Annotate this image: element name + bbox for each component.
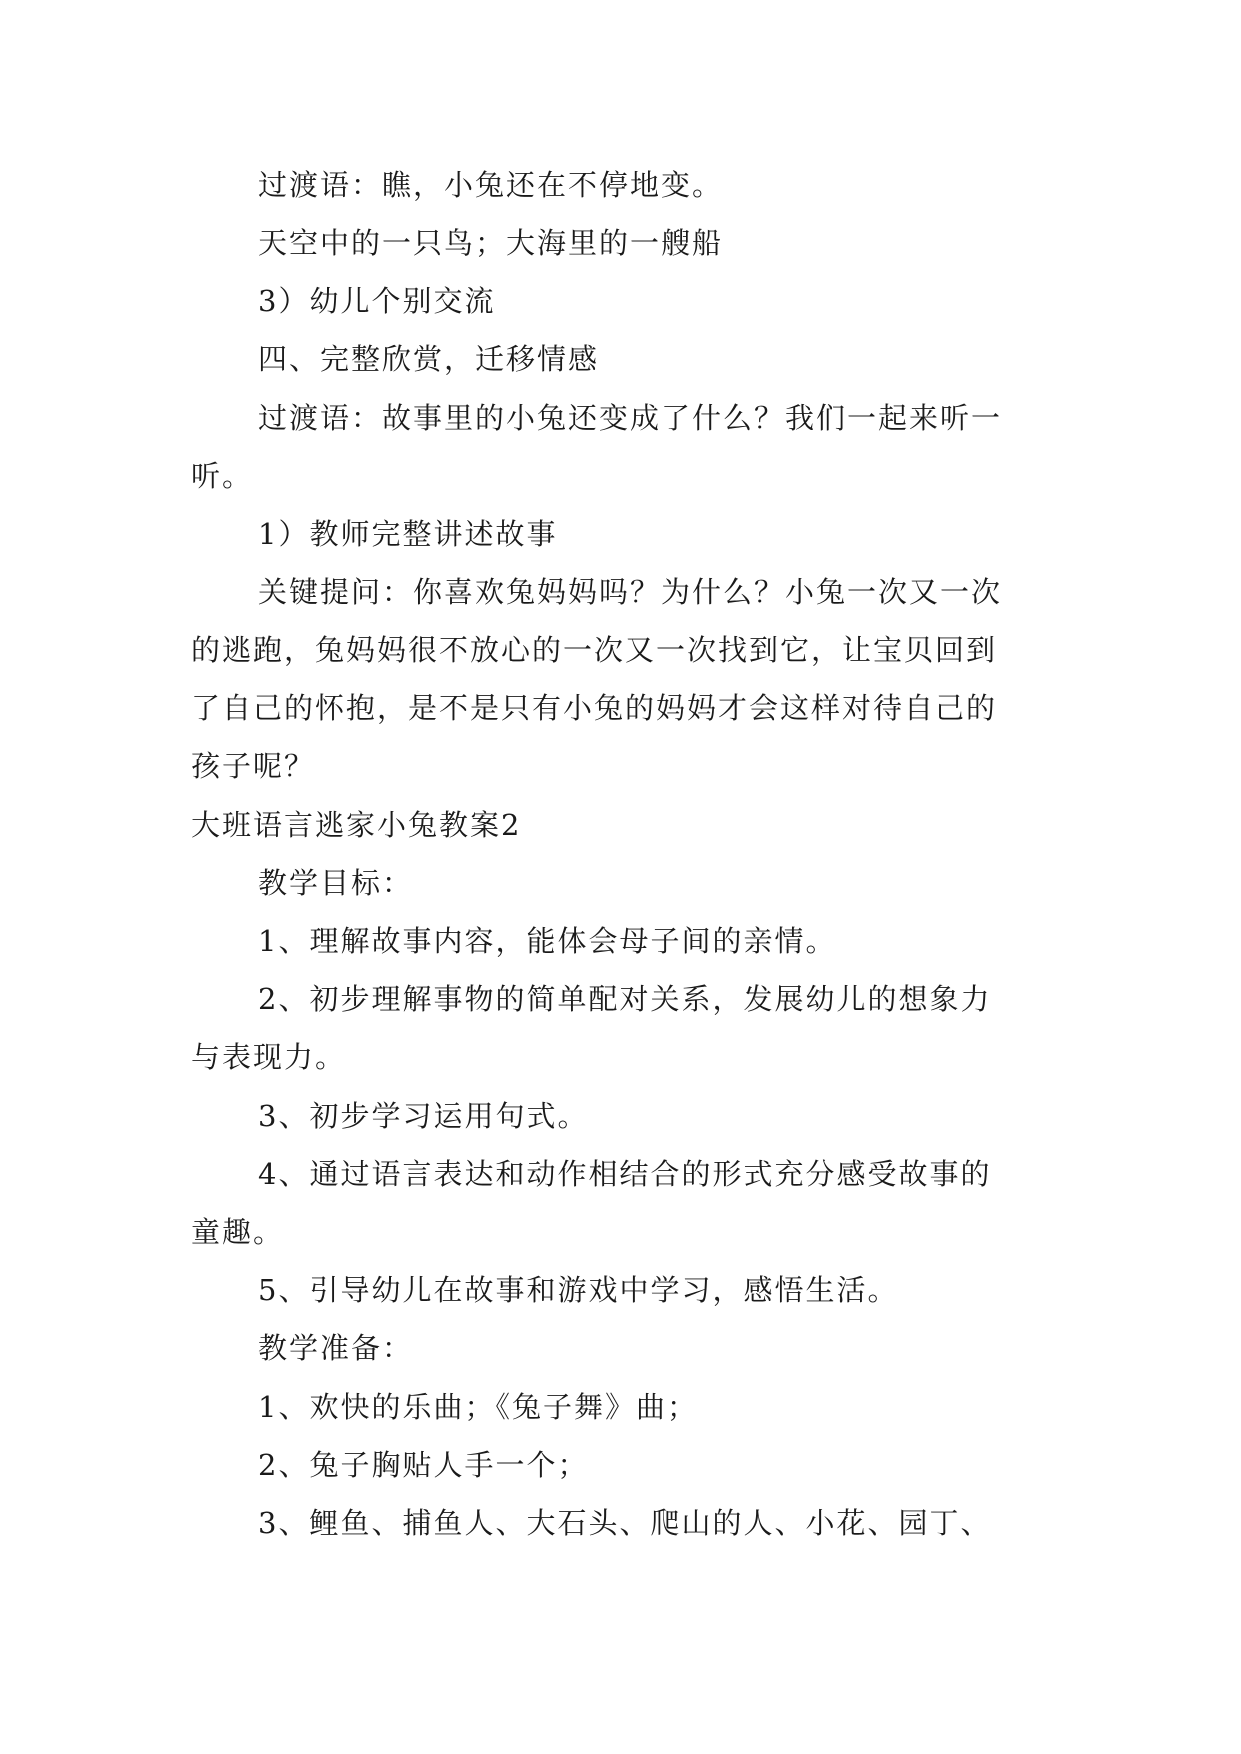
paragraph-line: 与表现力。 — [191, 1040, 347, 1074]
list-item: 5、引导幼儿在故事和游戏中学习，感悟生活。 — [258, 1273, 899, 1307]
paragraph-line: 了自己的怀抱，是不是只有小兔的妈妈才会这样对待自己的 — [191, 691, 998, 725]
list-item: 1）教师完整讲述故事 — [258, 517, 558, 551]
list-item: 3、初步学习运用句式。 — [258, 1099, 589, 1133]
list-item: 4、通过语言表达和动作相结合的形式充分感受故事的 — [258, 1157, 992, 1191]
paragraph-line: 关键提问：你喜欢兔妈妈吗？为什么？小兔一次又一次 — [258, 575, 1003, 609]
paragraph-line: 过渡语：故事里的小兔还变成了什么？我们一起来听一 — [258, 401, 1003, 435]
section-heading: 四、完整欣赏，迁移情感 — [258, 342, 600, 376]
section-heading: 教学准备： — [258, 1331, 414, 1365]
paragraph-line: 童趣。 — [191, 1215, 285, 1249]
list-item: 1、欢快的乐曲；《兔子舞》曲； — [258, 1390, 698, 1424]
list-item: 3、鲤鱼、捕鱼人、大石头、爬山的人、小花、园丁、 — [258, 1506, 992, 1540]
paragraph-line: 的逃跑，兔妈妈很不放心的一次又一次找到它，让宝贝回到 — [191, 633, 998, 667]
list-item: 3）幼儿个别交流 — [258, 284, 496, 318]
paragraph-line: 天空中的一只鸟；大海里的一艘船 — [258, 226, 724, 260]
document-title: 大班语言逃家小兔教案2 — [191, 808, 522, 842]
paragraph-line: 过渡语：瞧，小兔还在不停地变。 — [258, 168, 724, 202]
list-item: 1、理解故事内容，能体会母子间的亲情。 — [258, 924, 837, 958]
list-item: 2、初步理解事物的简单配对关系，发展幼儿的想象力 — [258, 982, 992, 1016]
paragraph-line: 听。 — [191, 459, 254, 493]
paragraph-line: 孩子呢？ — [191, 749, 316, 783]
list-item: 2、兔子胸贴人手一个； — [258, 1448, 589, 1482]
section-heading: 教学目标： — [258, 866, 414, 900]
